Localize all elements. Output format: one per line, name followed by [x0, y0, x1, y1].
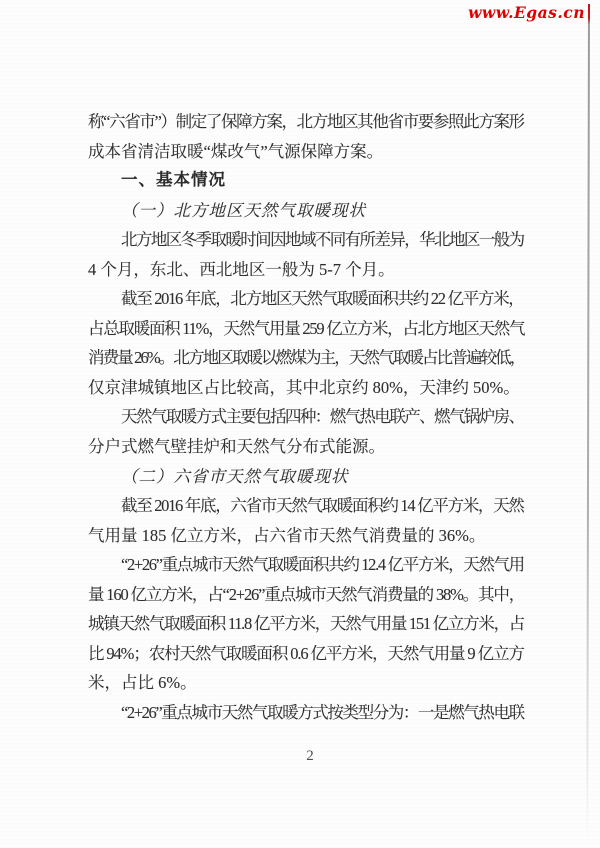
- text-line: 4 个月，东北、西北地区一般为 5-7 个月。: [88, 259, 395, 279]
- text-line: 城镇天然气取暖面积 11.8 亿平方米，天然气用量 151 亿立方米，占: [88, 614, 525, 634]
- text-line: 占总取暖面积 11%，天然气用量 259 亿立方米，占北方地区天然气: [88, 318, 525, 338]
- subsection-heading: （一）北方地区天然气取暖现状: [121, 200, 366, 220]
- text-line: 截至 2016 年底，北方地区天然气取暖面积共约 22 亿平方米，: [121, 289, 524, 309]
- text-line: 量 160 亿立方米，占“2+26”重点城市天然气消费量的 38%。其中，: [88, 584, 525, 604]
- page-edge-scan-line: [586, 4, 590, 848]
- text-line: “2+26”重点城市天然气取暖方式按类型分为：一是燃气热电联: [121, 702, 524, 722]
- watermark-text: www.Egas.cn: [468, 3, 585, 22]
- text-line: 仅京津城镇地区占比较高，其中北京约 80%，天津约 50%。: [88, 377, 520, 397]
- text-line: 米，占比 6%。: [88, 673, 197, 693]
- text-line: 天然气取暖方式主要包括四种：燃气热电联产、燃气锅炉房、: [121, 407, 524, 427]
- text-line: 气用量 185 亿立方米，占六省市天然气消费量的 36%。: [88, 525, 486, 545]
- text-line: 比 94%；农村天然气取暖面积 0.6 亿平方米，天然气用量 9 亿立方: [88, 643, 524, 663]
- text-line: 消费量 26%。北方地区取暖以燃煤为主，天然气取暖占比普遍较低，: [88, 348, 525, 368]
- text-line: “2+26”重点城市天然气取暖面积共约 12.4 亿平方米，天然气用: [121, 555, 524, 575]
- text-line: 分户式燃气壁挂炉和天然气分布式能源。: [88, 437, 385, 457]
- text-line: 截至 2016 年底，六省市天然气取暖面积约 14 亿平方米，天然: [121, 496, 524, 516]
- text-line: 成本省清洁取暖“煤改气”气源保障方案。: [88, 141, 384, 161]
- subsection-heading: （二）六省市天然气取暖现状: [121, 466, 349, 486]
- text-line: 北方地区冬季取暖时间因地域不同有所差异，华北地区一般为: [121, 230, 524, 250]
- page-number: 2: [306, 748, 314, 764]
- text-line: 称“六省市”）制定了保障方案，北方地区其他省市要参照此方案形: [88, 112, 524, 131]
- section-heading: 一、基本情况: [121, 171, 226, 190]
- text-block: [88, 107, 524, 727]
